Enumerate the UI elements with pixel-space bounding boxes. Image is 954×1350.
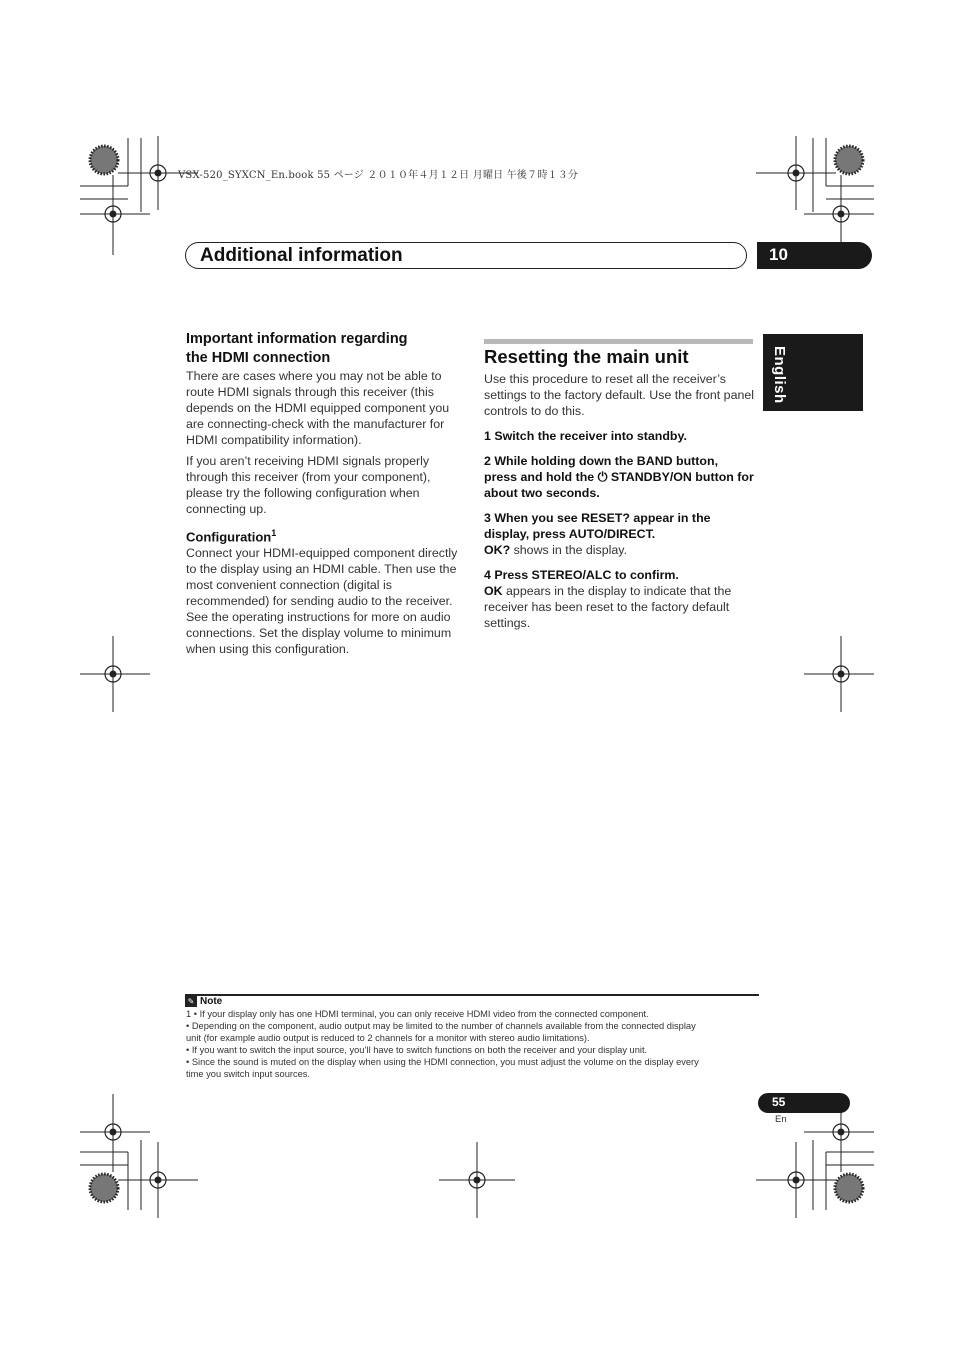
reset-heading: Resetting the main unit bbox=[484, 346, 689, 367]
left-column bbox=[186, 330, 462, 657]
chapter-header-bar bbox=[185, 242, 747, 269]
step-3: 3 When you see RESET? appear in the display, press AUTO/DIRECT. bbox=[484, 511, 711, 541]
note-line: • Depending on the component, audio output may be limited to the number of channels available from the connected display bbox=[186, 1021, 696, 1031]
right-column bbox=[484, 371, 754, 631]
configuration-paragraph: Connect your HDMI-equipped component directly to the display using an HDMI cable. Then use the most convenient connection (digital is recommended) for sending audio to the receiver. See the operating instructions for more on audio connections. Set the display volume to minimum when using this configuration. bbox=[186, 546, 458, 657]
step-2 bbox=[484, 453, 754, 501]
step-2-text-b: STANDBY/ON button for about two seconds. bbox=[484, 470, 754, 500]
note-line: 1 • If your display only has one HDMI terminal, you can only receive HDMI video from the connected component. bbox=[186, 1009, 649, 1019]
step-4-result bbox=[484, 583, 754, 631]
note-rule bbox=[185, 994, 759, 996]
language-tab-label: English bbox=[771, 346, 788, 404]
hdmi-heading-line1: Important information regarding bbox=[186, 331, 408, 347]
reset-intro: Use this procedure to reset all the receiver’s settings to the factory default. Use the front panel controls to do this. bbox=[484, 372, 754, 418]
configuration-heading bbox=[186, 525, 462, 545]
step-3-result bbox=[484, 542, 754, 558]
step-1: 1 Switch the receiver into standby. bbox=[484, 429, 687, 443]
step-3-result-text: shows in the display. bbox=[510, 543, 628, 557]
hdmi-paragraph-2: If you aren’t receiving HDMI signals properly through this receiver (from your component), please try the following configuration when connecting up. bbox=[186, 454, 431, 516]
configuration-heading-text: Configuration bbox=[186, 529, 272, 545]
note-body bbox=[186, 1008, 761, 1080]
hdmi-heading bbox=[186, 330, 462, 368]
hdmi-paragraph-1: There are cases where you may not be able to route HDMI signals through this receiver (this depends on the HDMI equipped component you are connecting-check with the manufacturer for HDMI compatibility information). bbox=[186, 369, 450, 447]
note-line: unit (for example audio output is reduced to 2 channels for a monitor with stereo audio limitations). bbox=[186, 1033, 590, 1043]
footnote-ref: 1 bbox=[271, 528, 277, 538]
step-2-text-a: 2 While holding down the BAND button, press and hold the bbox=[484, 454, 719, 484]
step-4-result-bold: OK bbox=[484, 584, 503, 598]
note-line: time you switch input sources. bbox=[186, 1069, 311, 1079]
step-4-result-text: appears in the display to indicate that the receiver has been reset to the factory default settings. bbox=[484, 584, 732, 630]
section-rule bbox=[484, 339, 753, 344]
print-header: VSX-520_SYXCN_En.book 55 ページ ２０１０年４月１２日 月曜日 午後７時１３分 bbox=[178, 170, 579, 181]
note-icon: ✎ bbox=[185, 996, 197, 1007]
page-language: En bbox=[775, 1114, 787, 1125]
chapter-number: 10 bbox=[757, 242, 872, 269]
hdmi-heading-line2: the HDMI connection bbox=[186, 350, 331, 366]
language-tab bbox=[763, 334, 863, 411]
note-heading bbox=[185, 996, 222, 1007]
note-label: Note bbox=[200, 996, 223, 1007]
power-icon: ⏻ bbox=[597, 470, 608, 484]
step-4: 4 Press STEREO/ALC to confirm. bbox=[484, 568, 679, 582]
step-3-result-bold: OK? bbox=[484, 543, 511, 557]
note-line: • Since the sound is muted on the display when using the HDMI connection, you must adjust the volume on the display every bbox=[186, 1057, 699, 1067]
chapter-title: Additional information bbox=[200, 245, 403, 266]
note-line: • If you want to switch the input source, you’ll have to switch functions on both the receiver and your display unit. bbox=[186, 1045, 648, 1055]
page-number: 55 bbox=[758, 1093, 850, 1113]
